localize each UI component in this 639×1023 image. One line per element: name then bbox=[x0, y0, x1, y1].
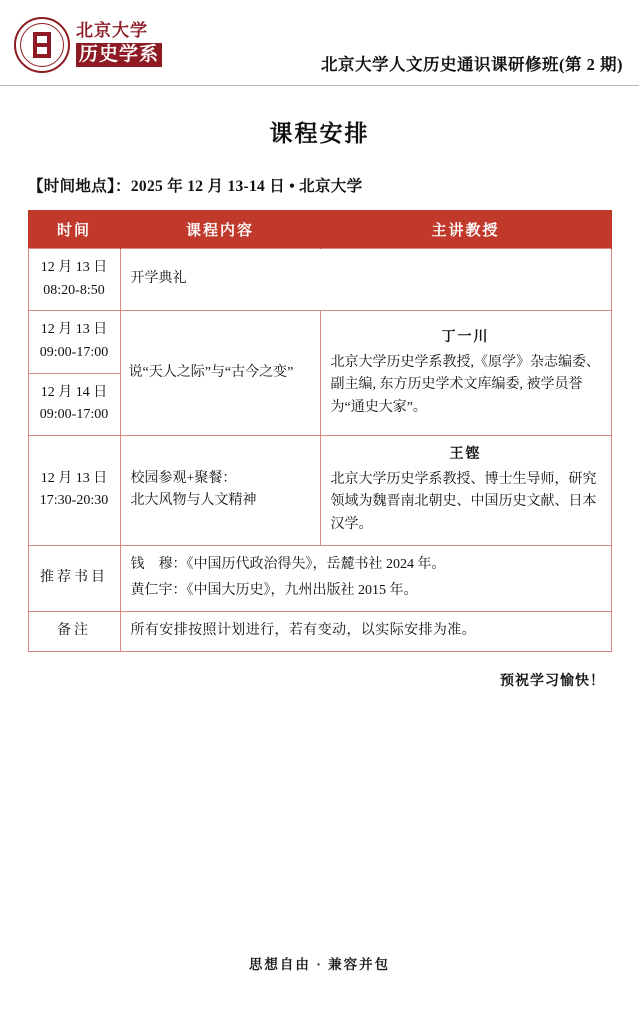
column-header-professor: 主讲教授 bbox=[320, 211, 611, 249]
table-row-books bbox=[28, 545, 611, 611]
professor-name: 丁一川 bbox=[441, 329, 490, 345]
seal-glyph bbox=[33, 32, 51, 58]
cell-professor bbox=[320, 311, 611, 436]
schedule-meta: 【时间地点】：2025 年 12 月 13-14 日 • 北京大学 bbox=[28, 178, 363, 195]
time-line-1: 12 月 14 日 bbox=[40, 384, 108, 400]
time-line-2: 17:30-20:30 bbox=[39, 493, 109, 509]
professor-name: 王铿 bbox=[449, 447, 482, 463]
time-line-1: 12 月 13 日 bbox=[40, 322, 108, 338]
professor-bio: 北京大学历史学系教授、博士生导师，研究领域为魏晋南北朝史、中国历史文献、日本汉学。 bbox=[330, 471, 597, 533]
cell-course: 开学典礼 bbox=[120, 249, 611, 311]
seal-icon bbox=[14, 17, 70, 73]
column-header-time: 时间 bbox=[28, 211, 120, 249]
book-item: 黄仁宇：《中国大历史》，九州出版社 2015 年。 bbox=[130, 583, 418, 599]
books-label: 推荐书目 bbox=[28, 545, 120, 611]
cell-time bbox=[28, 311, 120, 373]
cell-course: 说“天人之际”与“古今之变” bbox=[120, 311, 320, 436]
time-line-2: 08:20-8:50 bbox=[43, 282, 105, 298]
footer-motto: 思想自由 · 兼容并包 bbox=[248, 957, 391, 972]
logo-department-name: 历史学系 bbox=[76, 43, 162, 66]
table-header-row bbox=[28, 211, 611, 249]
table-row bbox=[28, 249, 611, 311]
cell-professor bbox=[320, 436, 611, 546]
closing-wish: 预祝学习愉快！ bbox=[500, 673, 605, 689]
time-line-2: 09:00-17:00 bbox=[39, 407, 109, 423]
time-line-1: 12 月 13 日 bbox=[40, 260, 108, 275]
course-line-1: 校园参观+聚餐： bbox=[130, 470, 237, 486]
course-line-2: 北大风物与人文精神 bbox=[130, 493, 257, 509]
book-item: 钱 穆：《中国历代政治得失》，岳麓书社 2024 年。 bbox=[130, 556, 446, 572]
note-text: 所有安排按照计划进行，若有变动，以实际安排为准。 bbox=[120, 612, 611, 652]
note-label: 备注 bbox=[28, 612, 120, 652]
program-title: 北京大学人文历史通识课研修班(第 2 期) bbox=[321, 55, 623, 74]
table-row bbox=[28, 436, 611, 546]
page-title: 课程安排 bbox=[269, 121, 370, 146]
table-row bbox=[28, 311, 611, 373]
university-logo bbox=[14, 13, 162, 73]
cell-course bbox=[120, 436, 320, 546]
books-list bbox=[120, 545, 611, 611]
cell-time bbox=[28, 249, 120, 311]
page-header bbox=[0, 0, 639, 86]
cell-time bbox=[28, 436, 120, 546]
logo-text bbox=[76, 22, 162, 66]
time-line-1: 12 月 13 日 bbox=[40, 470, 108, 486]
time-line-2: 09:00-17:00 bbox=[39, 345, 109, 361]
professor-bio: 北京大学历史学系教授,《原学》杂志编委、副主编, 东方历史学术文库编委, 被学员誉为“通史大家”。 bbox=[330, 354, 600, 415]
logo-university-name: 北京大学 bbox=[76, 21, 148, 42]
column-header-course: 课程内容 bbox=[120, 211, 320, 249]
cell-time bbox=[28, 373, 120, 435]
schedule-table bbox=[28, 210, 612, 652]
table-row-note bbox=[28, 612, 611, 652]
